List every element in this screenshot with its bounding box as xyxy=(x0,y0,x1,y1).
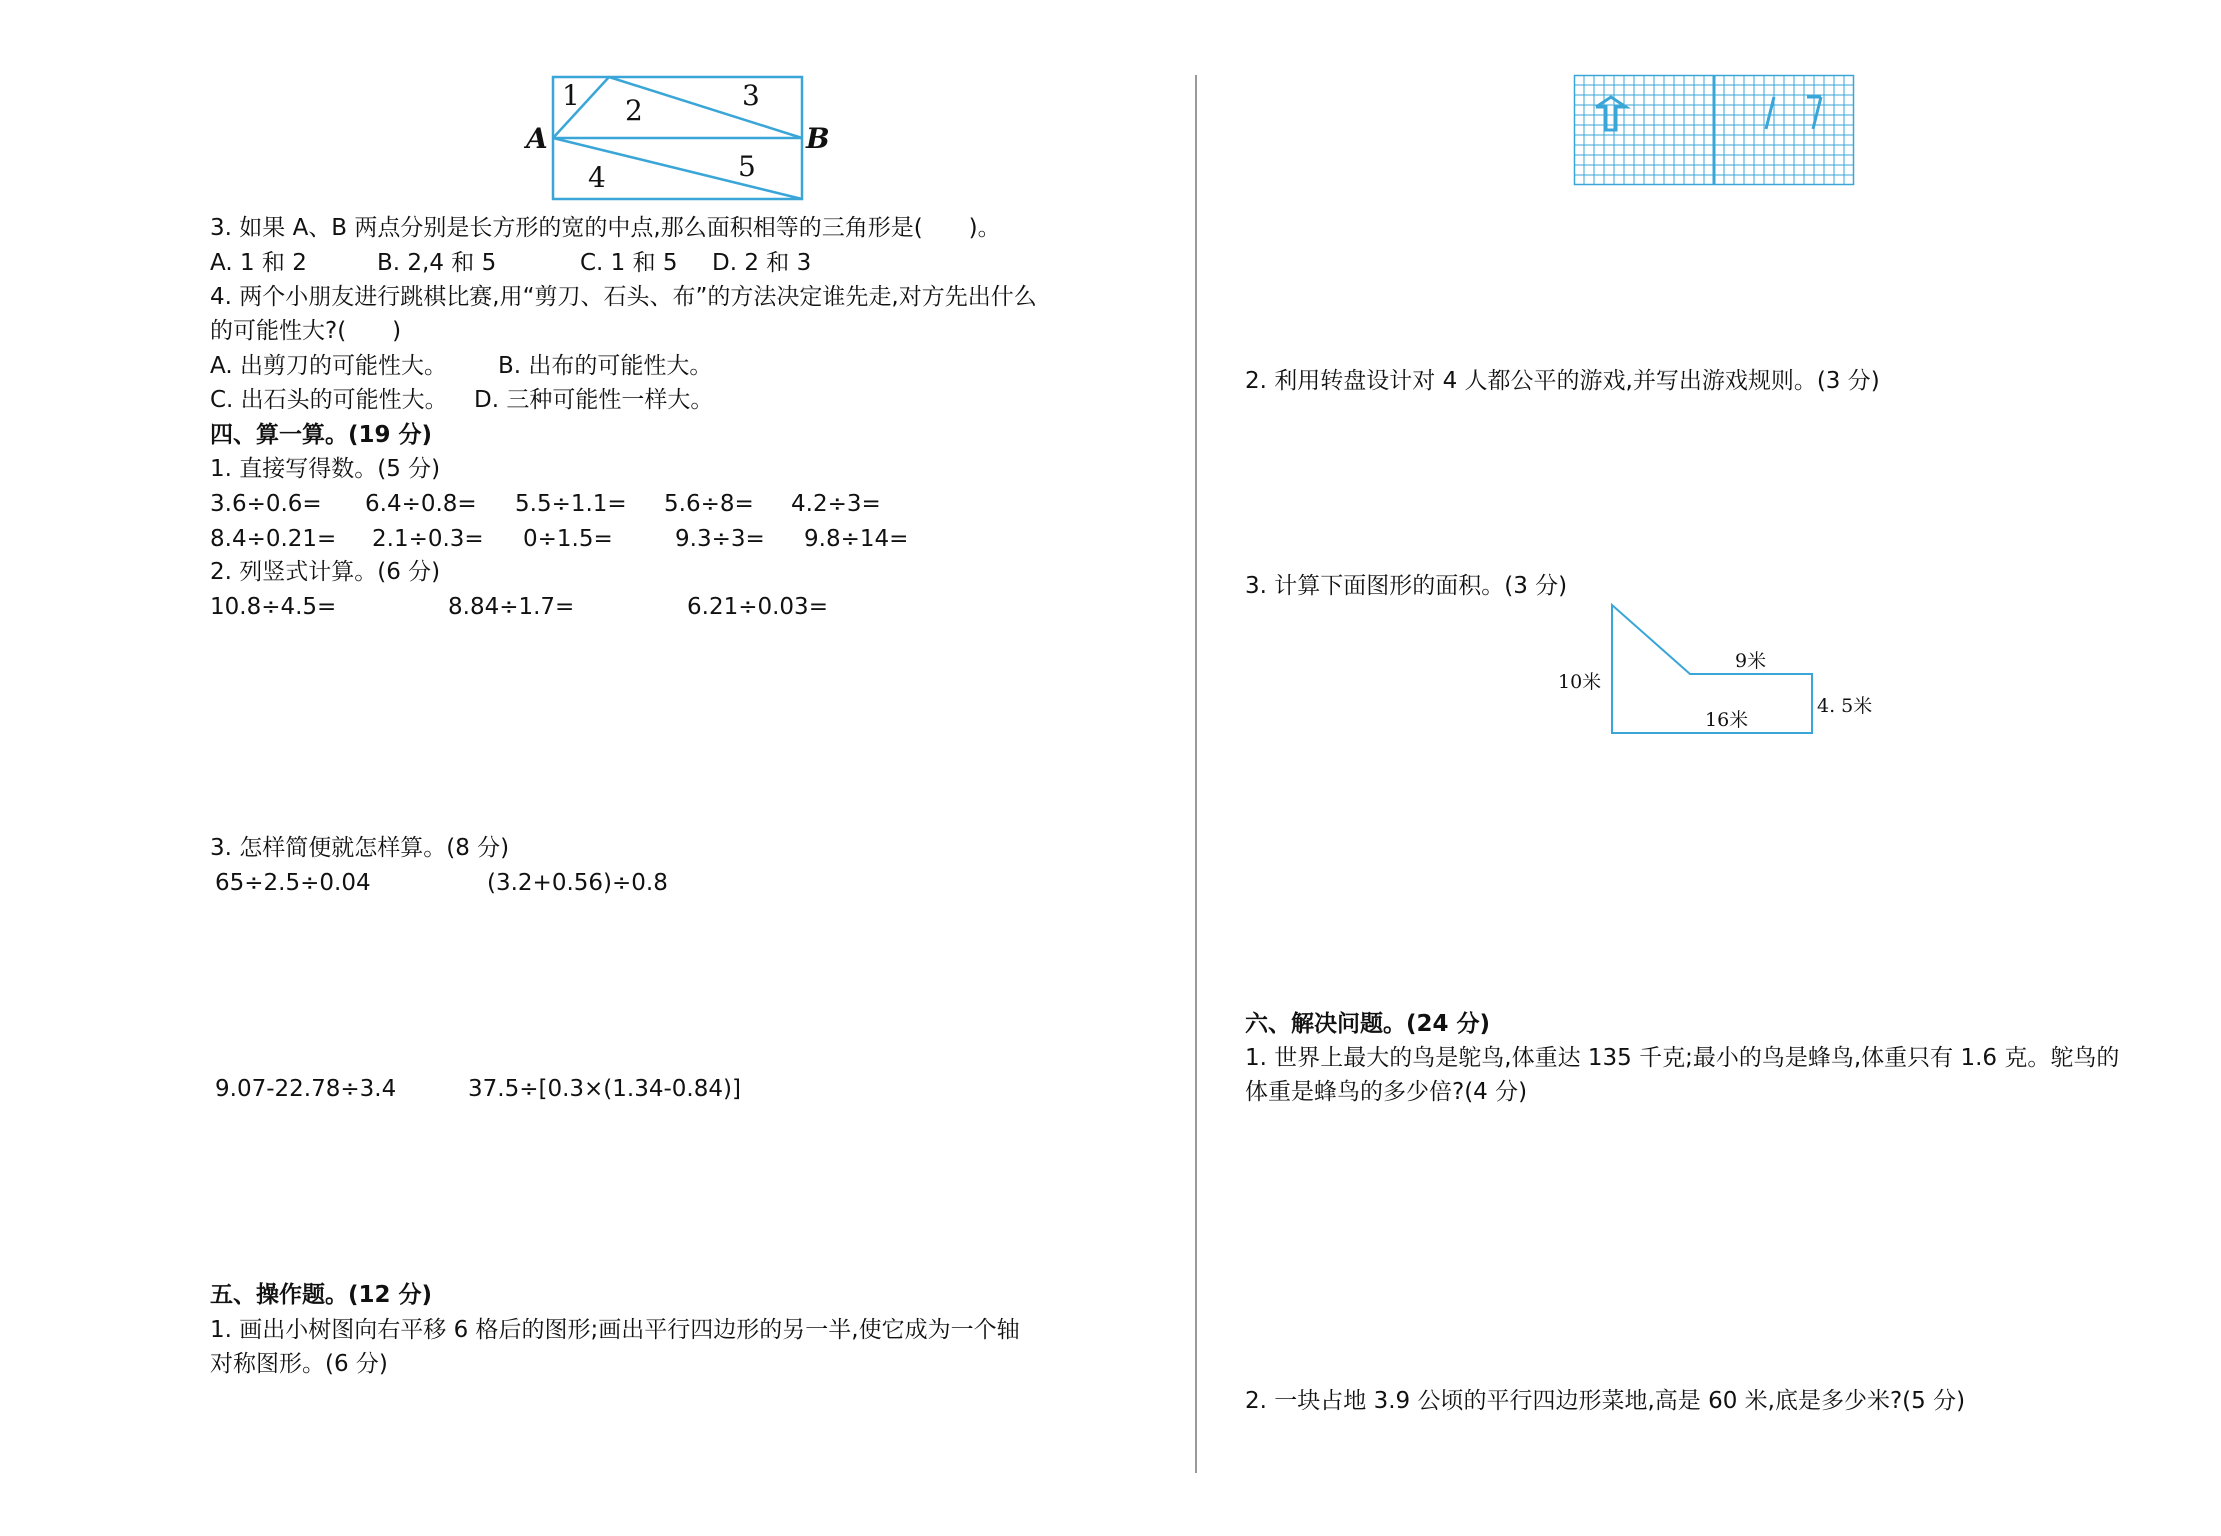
composite-shape-figure xyxy=(1550,600,1890,740)
vertical-calc-item: 6.21÷0.03= xyxy=(687,594,828,620)
q3-option-c: C. 1 和 5 xyxy=(580,250,678,276)
section4-q2: 2. 列竖式计算。(6 分) xyxy=(210,559,441,585)
vertical-calc-item: 10.8÷4.5= xyxy=(210,594,337,620)
section4-q1: 1. 直接写得数。(5 分) xyxy=(210,456,441,482)
label-point-B: B xyxy=(806,122,830,155)
q3-option-b: B. 2,4 和 5 xyxy=(377,250,497,276)
label-region-5: 5 xyxy=(738,150,756,183)
calc-item: 5.6÷8= xyxy=(664,491,754,517)
section6-q2: 2. 一块占地 3.9 公顷的平行四边形菜地,高是 60 米,底是多少米?(5 分) xyxy=(1245,1388,1966,1414)
simplify-item: (3.2+0.56)÷0.8 xyxy=(487,870,668,896)
section4-q3: 3. 怎样简便就怎样算。(8 分) xyxy=(210,835,510,861)
q4-option-b: B. 出布的可能性大。 xyxy=(498,353,713,379)
q4-text-line1: 4. 两个小朋友进行跳棋比赛,用“剪刀、石头、布”的方法决定谁先走,对方先出什么 xyxy=(210,284,1037,310)
section4-title: 四、算一算。(19 分) xyxy=(210,422,433,448)
calc-item: 4.2÷3= xyxy=(791,491,881,517)
vertical-calc-item: 8.84÷1.7= xyxy=(448,594,575,620)
grid-figure xyxy=(1574,75,1854,185)
section6-title: 六、解决问题。(24 分) xyxy=(1245,1011,1491,1037)
label-right-side: 4. 5米 xyxy=(1817,695,1873,717)
calc-item: 2.1÷0.3= xyxy=(372,526,484,552)
simplify-item: 9.07-22.78÷3.4 xyxy=(215,1076,397,1102)
section6-q1-line1: 1. 世界上最大的鸟是鸵鸟,体重达 135 千克;最小的鸟是蜂鸟,体重只有 1.6 克。鸵鸟的 xyxy=(1245,1045,2120,1071)
section5-q1-line2: 对称图形。(6 分) xyxy=(210,1351,388,1377)
section5-title: 五、操作题。(12 分) xyxy=(210,1282,433,1308)
calc-item: 6.4÷0.8= xyxy=(365,491,477,517)
calc-item: 8.4÷0.21= xyxy=(210,526,337,552)
simplify-item: 65÷2.5÷0.04 xyxy=(215,870,371,896)
label-left-side: 10米 xyxy=(1558,671,1602,693)
triangle-rectangle-figure xyxy=(520,70,830,210)
calc-item: 0÷1.5= xyxy=(523,526,613,552)
section5-q3: 3. 计算下面图形的面积。(3 分) xyxy=(1245,573,1568,599)
calc-item: 9.8÷14= xyxy=(804,526,909,552)
q4-option-c: C. 出石头的可能性大。 xyxy=(210,387,448,413)
section5-q2: 2. 利用转盘设计对 4 人都公平的游戏,并写出游戏规则。(3 分) xyxy=(1245,368,1880,394)
q4-text-line2: 的可能性大?( ) xyxy=(210,318,402,344)
q3-option-a: A. 1 和 2 xyxy=(210,250,307,276)
label-region-3: 3 xyxy=(742,79,760,112)
section6-q1-line2: 体重是蜂鸟的多少倍?(4 分) xyxy=(1245,1079,1528,1105)
label-bottom-side: 16米 xyxy=(1705,709,1749,731)
calc-item: 9.3÷3= xyxy=(675,526,765,552)
calc-item: 3.6÷0.6= xyxy=(210,491,322,517)
label-top-side: 9米 xyxy=(1735,650,1767,672)
section5-q1-line1: 1. 画出小树图向右平移 6 格后的图形;画出平行四边形的另一半,使它成为一个轴 xyxy=(210,1317,1020,1343)
label-region-4: 4 xyxy=(588,161,606,194)
column-divider xyxy=(1195,75,1197,1473)
q3-option-d: D. 2 和 3 xyxy=(712,250,812,276)
label-point-A: A xyxy=(526,122,548,155)
label-region-2: 2 xyxy=(625,94,643,127)
label-region-1: 1 xyxy=(562,79,580,112)
simplify-item: 37.5÷[0.3×(1.34-0.84)] xyxy=(468,1076,741,1102)
calc-item: 5.5÷1.1= xyxy=(515,491,627,517)
q4-option-d: D. 三种可能性一样大。 xyxy=(474,387,714,413)
q4-option-a: A. 出剪刀的可能性大。 xyxy=(210,353,447,379)
q3-text: 3. 如果 A、B 两点分别是长方形的宽的中点,那么面积相等的三角形是( )。 xyxy=(210,215,1001,241)
